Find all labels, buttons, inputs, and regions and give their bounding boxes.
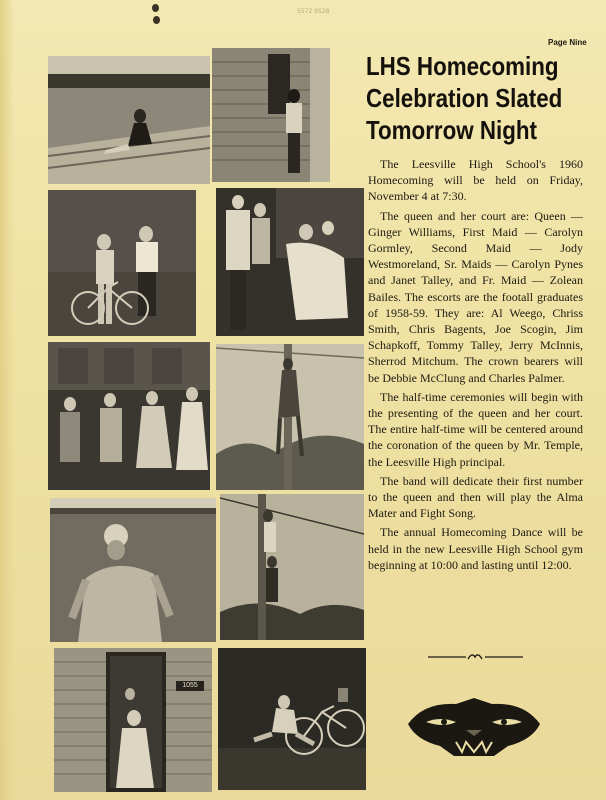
photo-group-indoors [48,342,210,490]
photo-lineman [220,494,364,640]
photo-bicycle-kids [48,190,196,336]
photo-party-group [216,188,364,336]
photo-swimmer [50,498,216,642]
page-edge-shadow [0,0,14,800]
page-number: Page Nine [548,38,587,47]
photo-house-corner [212,48,330,182]
article-body [368,156,583,576]
article-paragraph: The Leesville High School's 1960 Homecoming will be held on Friday, November 4 at 7:30. [368,157,583,204]
article-paragraph: The annual Homecoming Dance will be held in the new Leesville High School gym beginning at 10:00 and lasting until 12:00. [368,525,583,572]
photo-bicycle-night [218,648,366,790]
headline [366,50,566,146]
article-paragraph: The queen and her court are: Queen — Ginger Williams, First Maid — Carolyn Gormley, Second Maid — Jody Westmoreland, Sr. Maids — Carolyn Pynes and Janet Talley, and Fr. Maid — Zolean Bailes. The escorts are the footall graduates of 1958-59. They are: Al Weego, Chriss Smith, Chris Bagents, Joe Scogin, Jim Schapkoff, Tommy Talley, Jerry McInnis, Sherrod Mitchum. The crown bearers will be Debbie McClung and Charles Palmer. [368,208,583,385]
archive-stamp: 5572 9528 [297,8,330,15]
house-number-sign: 1055 [176,681,204,691]
photo-pole-climber [216,344,364,490]
photo-house-doorway [54,648,212,792]
headline-line-1: LHS Homecoming [366,51,559,81]
panther-mascot-icon [404,694,544,760]
photo-lake-dock [48,56,210,184]
end-ornament-icon [428,650,523,664]
article-paragraph: The half-time ceremonies will begin with the presenting of the queen and her court. The entire half-time will be centered around the coronation of the queen by Mr. Temple, the Leesville High principal. [368,389,583,469]
punch-hole [153,16,160,24]
headline-line-2: Celebration Slated [366,83,563,113]
article-paragraph: The band will dedicate their first number to the queen and then will play the Alma Mater and Fight Song. [368,473,583,521]
headline-line-3: Tomorrow Night [366,115,537,145]
punch-hole [152,4,159,12]
